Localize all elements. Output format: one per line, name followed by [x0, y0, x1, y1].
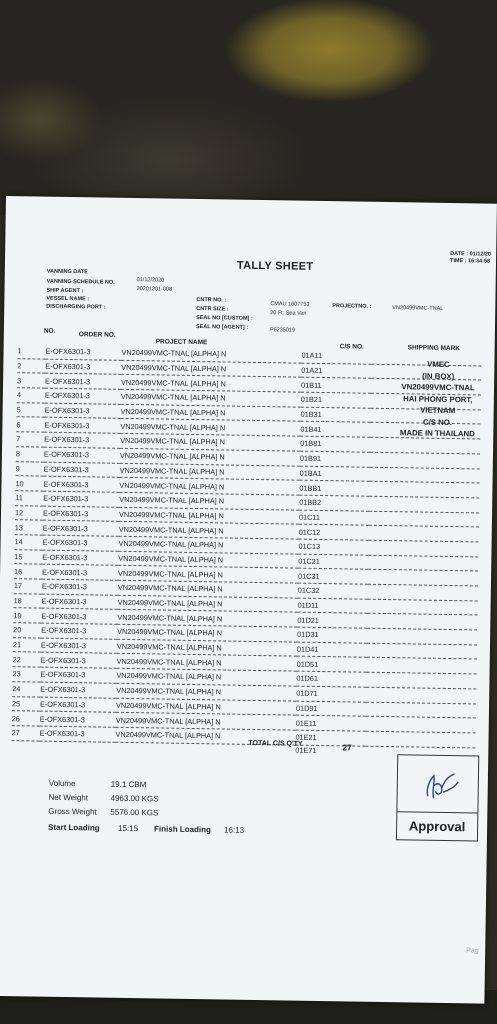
shipping-mark-cell	[368, 570, 478, 586]
project-name-cell: VN20499VMC-TNAL [ALPHA] N	[119, 478, 299, 496]
row-number: 15	[14, 549, 42, 564]
row-number: 3	[17, 373, 45, 388]
order-no-cell: E-OFX6301-3	[41, 623, 117, 639]
seal-custom-label: SEAL NO [CUSTOM] :	[196, 315, 253, 322]
cntr-no-value: CMAU 1607753	[270, 301, 310, 308]
project-name-cell: VN20499VMC-TNAL [ALPHA] N	[115, 727, 295, 745]
cs-no-cell: 01D41	[297, 642, 367, 658]
project-name-cell: VN20499VMC-TNAL [ALPHA] N	[118, 551, 298, 569]
order-no-cell: E-OFX6301-3	[42, 550, 118, 566]
shipping-mark-cell	[370, 452, 480, 468]
vanning-date-value: 01/12/2020	[136, 277, 165, 284]
order-no-cell: E-OFX6301-3	[39, 726, 115, 742]
cs-no-cell: 01B41	[300, 422, 370, 438]
finish-loading-value: 16:13	[223, 825, 245, 835]
order-no-cell: E-OFX6301-3	[40, 682, 116, 698]
order-no-cell: E-OFX6301-3	[44, 447, 120, 463]
shipping-mark-cell	[366, 702, 476, 718]
row-number: 8	[16, 447, 44, 462]
cntr-size-value: 20 Ft. Sea Van	[270, 310, 307, 317]
row-number: 4	[17, 388, 45, 403]
shipping-mark-cell	[370, 437, 480, 453]
total-cs-label: TOTAL C/S Q'TY	[248, 739, 303, 748]
order-no-cell: E-OFX6301-3	[40, 667, 116, 683]
vessel-label: VESSEL NAME :	[46, 295, 90, 303]
project-name-cell: VN20499VMC-TNAL [ALPHA] N	[120, 419, 300, 437]
order-no-cell: E-OFX6301-3	[41, 653, 117, 669]
project-name-cell: VN20499VMC-TNAL [ALPHA] N	[120, 433, 300, 451]
cs-no-cell: 01B31	[300, 407, 370, 423]
cntr-size-label: CNTR SIZE :	[196, 306, 229, 313]
cs-no-cell: 01B11	[301, 378, 371, 394]
schedule-no-value: 20201201-008	[136, 286, 173, 293]
volume-value: 19.1 CBM	[110, 779, 147, 790]
ship-agent-label: SHIP AGENT :	[46, 287, 84, 295]
shipping-mark-block	[392, 358, 483, 440]
order-no-cell: E-OFX6301-3	[43, 491, 119, 507]
cs-no-cell: 01E71	[295, 745, 317, 755]
cs-no-cell: 01D31	[297, 627, 367, 643]
cs-no-cell: 01BB2	[299, 495, 369, 511]
order-no-cell: E-OFX6301-3	[45, 388, 121, 404]
project-name-cell: VN20499VMC-TNAL [ALPHA] N	[117, 624, 297, 642]
row-number: 12	[15, 505, 43, 520]
project-name-cell: VN20499VMC-TNAL [ALPHA] N	[117, 639, 297, 657]
cs-no-cell: 01C11	[299, 510, 369, 526]
net-weight-value: 4963.00 KGS	[110, 793, 159, 804]
order-no-cell: E-OFX6301-3	[45, 403, 121, 419]
approval-label: Approval	[408, 818, 466, 835]
project-name-cell: VN20499VMC-TNAL [ALPHA] N	[116, 668, 296, 686]
cs-no-cell: 01E21	[295, 730, 365, 746]
cs-no-cell: 01C12	[299, 524, 369, 540]
project-name-cell: VN20499VMC-TNAL [ALPHA] N	[118, 536, 298, 554]
header-order: ORDER NO.	[78, 331, 116, 339]
order-no-cell: E-OFX6301-3	[43, 520, 119, 536]
order-no-cell: E-OFX6301-3	[44, 418, 120, 434]
row-number: 9	[16, 461, 44, 476]
order-no-cell: E-OFX6301-3	[42, 594, 118, 610]
project-name-cell: VN20499VMC-TNAL [ALPHA] N	[117, 654, 297, 672]
order-no-cell: E-OFX6301-3	[45, 374, 121, 390]
shipping-mark-cell	[367, 628, 477, 644]
row-number: 7	[16, 432, 44, 447]
project-name-cell: VN20499VMC-TNAL [ALPHA] N	[118, 595, 298, 613]
project-name-cell: VN20499VMC-TNAL [ALPHA] N	[118, 580, 298, 598]
shipping-mark-cell	[370, 467, 480, 483]
seal-agent-label: SEAL NO [AGENT] :	[195, 324, 249, 331]
cs-no-cell: 01D61	[296, 671, 366, 687]
cs-no-cell: 01BA1	[300, 466, 370, 482]
order-no-cell: E-OFX6301-3	[44, 432, 120, 448]
project-name-cell: VN20499VMC-TNAL [ALPHA] N	[116, 698, 296, 716]
vanning-date-label: VANNING DATE	[46, 268, 88, 276]
header-cs: C/S NO.	[339, 343, 364, 351]
gross-weight-value: 5576.00 KGS	[110, 807, 159, 818]
discharging-port-label: DISCHARGING PORT :	[46, 303, 106, 311]
projectno-label: PROJECTNO. :	[332, 303, 372, 310]
shipping-mark-cell	[367, 599, 477, 615]
order-no-cell: E-OFX6301-3	[42, 564, 118, 580]
cs-no-cell: 01D71	[296, 686, 366, 702]
project-name-cell: VN20499VMC-TNAL [ALPHA] N	[121, 360, 301, 378]
shipping-mark-cell	[369, 496, 479, 512]
order-no-cell: E-OFX6301-3	[45, 345, 121, 360]
order-no-cell: E-OFX6301-3	[44, 462, 120, 478]
project-name-cell: VN20499VMC-TNAL [ALPHA] N	[121, 346, 301, 363]
cs-no-cell: 01B81	[300, 436, 370, 452]
project-name-cell: VN20499VMC-TNAL [ALPHA] N	[119, 522, 299, 540]
print-time: TIME : 16:34:58	[449, 257, 491, 265]
project-name-cell: VN20499VMC-TNAL [ALPHA] N	[118, 566, 298, 584]
row-number: 24	[12, 681, 40, 696]
pavement-background	[0, 0, 497, 215]
order-no-cell: E-OFX6301-3	[43, 476, 119, 492]
shipping-mark-line: MADE IN THAILAND	[399, 428, 475, 439]
row-number: 22	[13, 652, 41, 667]
cs-no-cell: 01D21	[297, 613, 367, 629]
shipping-mark-line: VN20499VMC-TNAL	[401, 382, 475, 393]
order-no-cell: E-OFX6301-3	[45, 359, 121, 375]
project-name-cell: VN20499VMC-TNAL [ALPHA] N	[119, 507, 299, 525]
row-number: 13	[15, 520, 43, 535]
order-no-cell: E-OFX6301-3	[41, 608, 117, 624]
project-name-cell: VN20499VMC-TNAL [ALPHA] N	[121, 375, 301, 393]
print-date: DATE : 01/12/20	[450, 250, 492, 258]
project-name-cell: VN20499VMC-TNAL [ALPHA] N	[120, 463, 300, 481]
row-number: 19	[13, 608, 41, 623]
row-number: 26	[12, 711, 40, 726]
cs-no-cell: 01C32	[298, 583, 368, 599]
order-no-cell: E-OFX6301-3	[40, 711, 116, 727]
cs-no-cell: 01B21	[301, 392, 371, 408]
empty-cell	[39, 741, 115, 752]
shipping-mark-cell	[366, 716, 476, 732]
cs-no-cell: 01E11	[296, 715, 366, 731]
page-footer: Pag	[466, 947, 479, 955]
project-name-cell: VN20499VMC-TNAL [ALPHA] N	[119, 492, 299, 510]
cs-no-cell: 01D91	[296, 701, 366, 717]
signature-icon	[397, 755, 478, 812]
row-number: 17	[14, 579, 42, 594]
shipping-mark-line: VIETNAM	[420, 405, 456, 416]
volume-label: Volume	[48, 778, 76, 789]
shipping-mark-cell	[367, 614, 477, 630]
shipping-mark-line: (IN BOX)	[422, 371, 455, 381]
page-title: TALLY SHEET	[236, 259, 314, 273]
net-weight-label: Net Weight	[48, 792, 89, 803]
seal-agent-value: P6235019	[269, 327, 296, 334]
header-project: PROJECT NAME	[155, 338, 208, 347]
project-name-cell: VN20499VMC-TNAL [ALPHA] N	[116, 683, 296, 701]
header-no: NO.	[43, 327, 56, 335]
start-loading-label: Start Loading	[48, 822, 100, 833]
shipping-mark-line: VMEC	[427, 359, 450, 369]
shipping-mark-line: C/S NO.	[422, 417, 453, 427]
row-number: 6	[16, 417, 44, 432]
project-name-cell: VN20499VMC-TNAL [ALPHA] N	[117, 610, 297, 628]
total-cs-value: 27	[342, 742, 352, 753]
start-loading-value: 15:15	[118, 823, 139, 834]
shipping-mark-line: HAI PHONG PORT,	[403, 393, 473, 404]
gross-weight-label: Gross Weight	[48, 806, 97, 817]
tally-sheet-paper	[0, 196, 497, 1004]
row-number: 14	[14, 535, 42, 550]
project-name-cell: VN20499VMC-TNAL [ALPHA] N	[121, 404, 301, 422]
order-no-cell: E-OFX6301-3	[41, 638, 117, 654]
cntr-no-label: CNTR NO. :	[196, 297, 227, 304]
cs-no-cell: 01D51	[297, 657, 367, 673]
approval-box	[396, 754, 479, 841]
order-no-cell: E-OFX6301-3	[40, 697, 116, 713]
cs-no-cell: 01C13	[298, 539, 368, 555]
shipping-mark-cell	[365, 731, 475, 747]
finish-loading-label: Finish Loading	[154, 824, 212, 835]
cs-no-cell: 01BB1	[299, 480, 369, 496]
row-number: 23	[12, 667, 40, 682]
row-number: 2	[17, 358, 45, 373]
row-number: 27	[11, 726, 39, 741]
row-number: 5	[17, 402, 45, 417]
projectno-value: VN20499VMC-TNAL	[392, 305, 444, 312]
approval-divider	[397, 811, 477, 813]
row-number: 18	[14, 593, 42, 608]
cs-no-cell: 01A11	[301, 349, 371, 364]
project-name-cell: VN20499VMC-TNAL [ALPHA] N	[121, 389, 301, 407]
row-number: 16	[14, 564, 42, 579]
row-number: 1	[17, 344, 45, 359]
cs-no-cell: 01D11	[297, 598, 367, 614]
cs-no-cell: 01A21	[301, 363, 371, 379]
row-number: 10	[15, 476, 43, 491]
empty-cell	[11, 740, 39, 750]
shipping-mark-cell	[368, 584, 478, 600]
row-number: 11	[15, 491, 43, 506]
header-shipping-mark: SHIPPING MARK	[407, 344, 461, 353]
shipping-mark-cell	[369, 481, 479, 497]
order-no-cell: E-OFX6301-3	[42, 535, 118, 551]
cs-no-cell: 01B91	[300, 451, 370, 467]
row-number: 25	[12, 696, 40, 711]
order-no-cell: E-OFX6301-3	[42, 579, 118, 595]
cs-no-cell: 01C21	[298, 554, 368, 570]
schedule-label: VANNING SCHEDULE NO.	[46, 278, 115, 286]
row-number: 20	[13, 623, 41, 638]
cs-no-cell: 01C31	[298, 568, 368, 584]
row-number: 21	[13, 637, 41, 652]
order-no-cell: E-OFX6301-3	[43, 506, 119, 522]
project-name-cell: VN20499VMC-TNAL [ALPHA] N	[120, 448, 300, 466]
project-name-cell: VN20499VMC-TNAL [ALPHA] N	[116, 712, 296, 730]
